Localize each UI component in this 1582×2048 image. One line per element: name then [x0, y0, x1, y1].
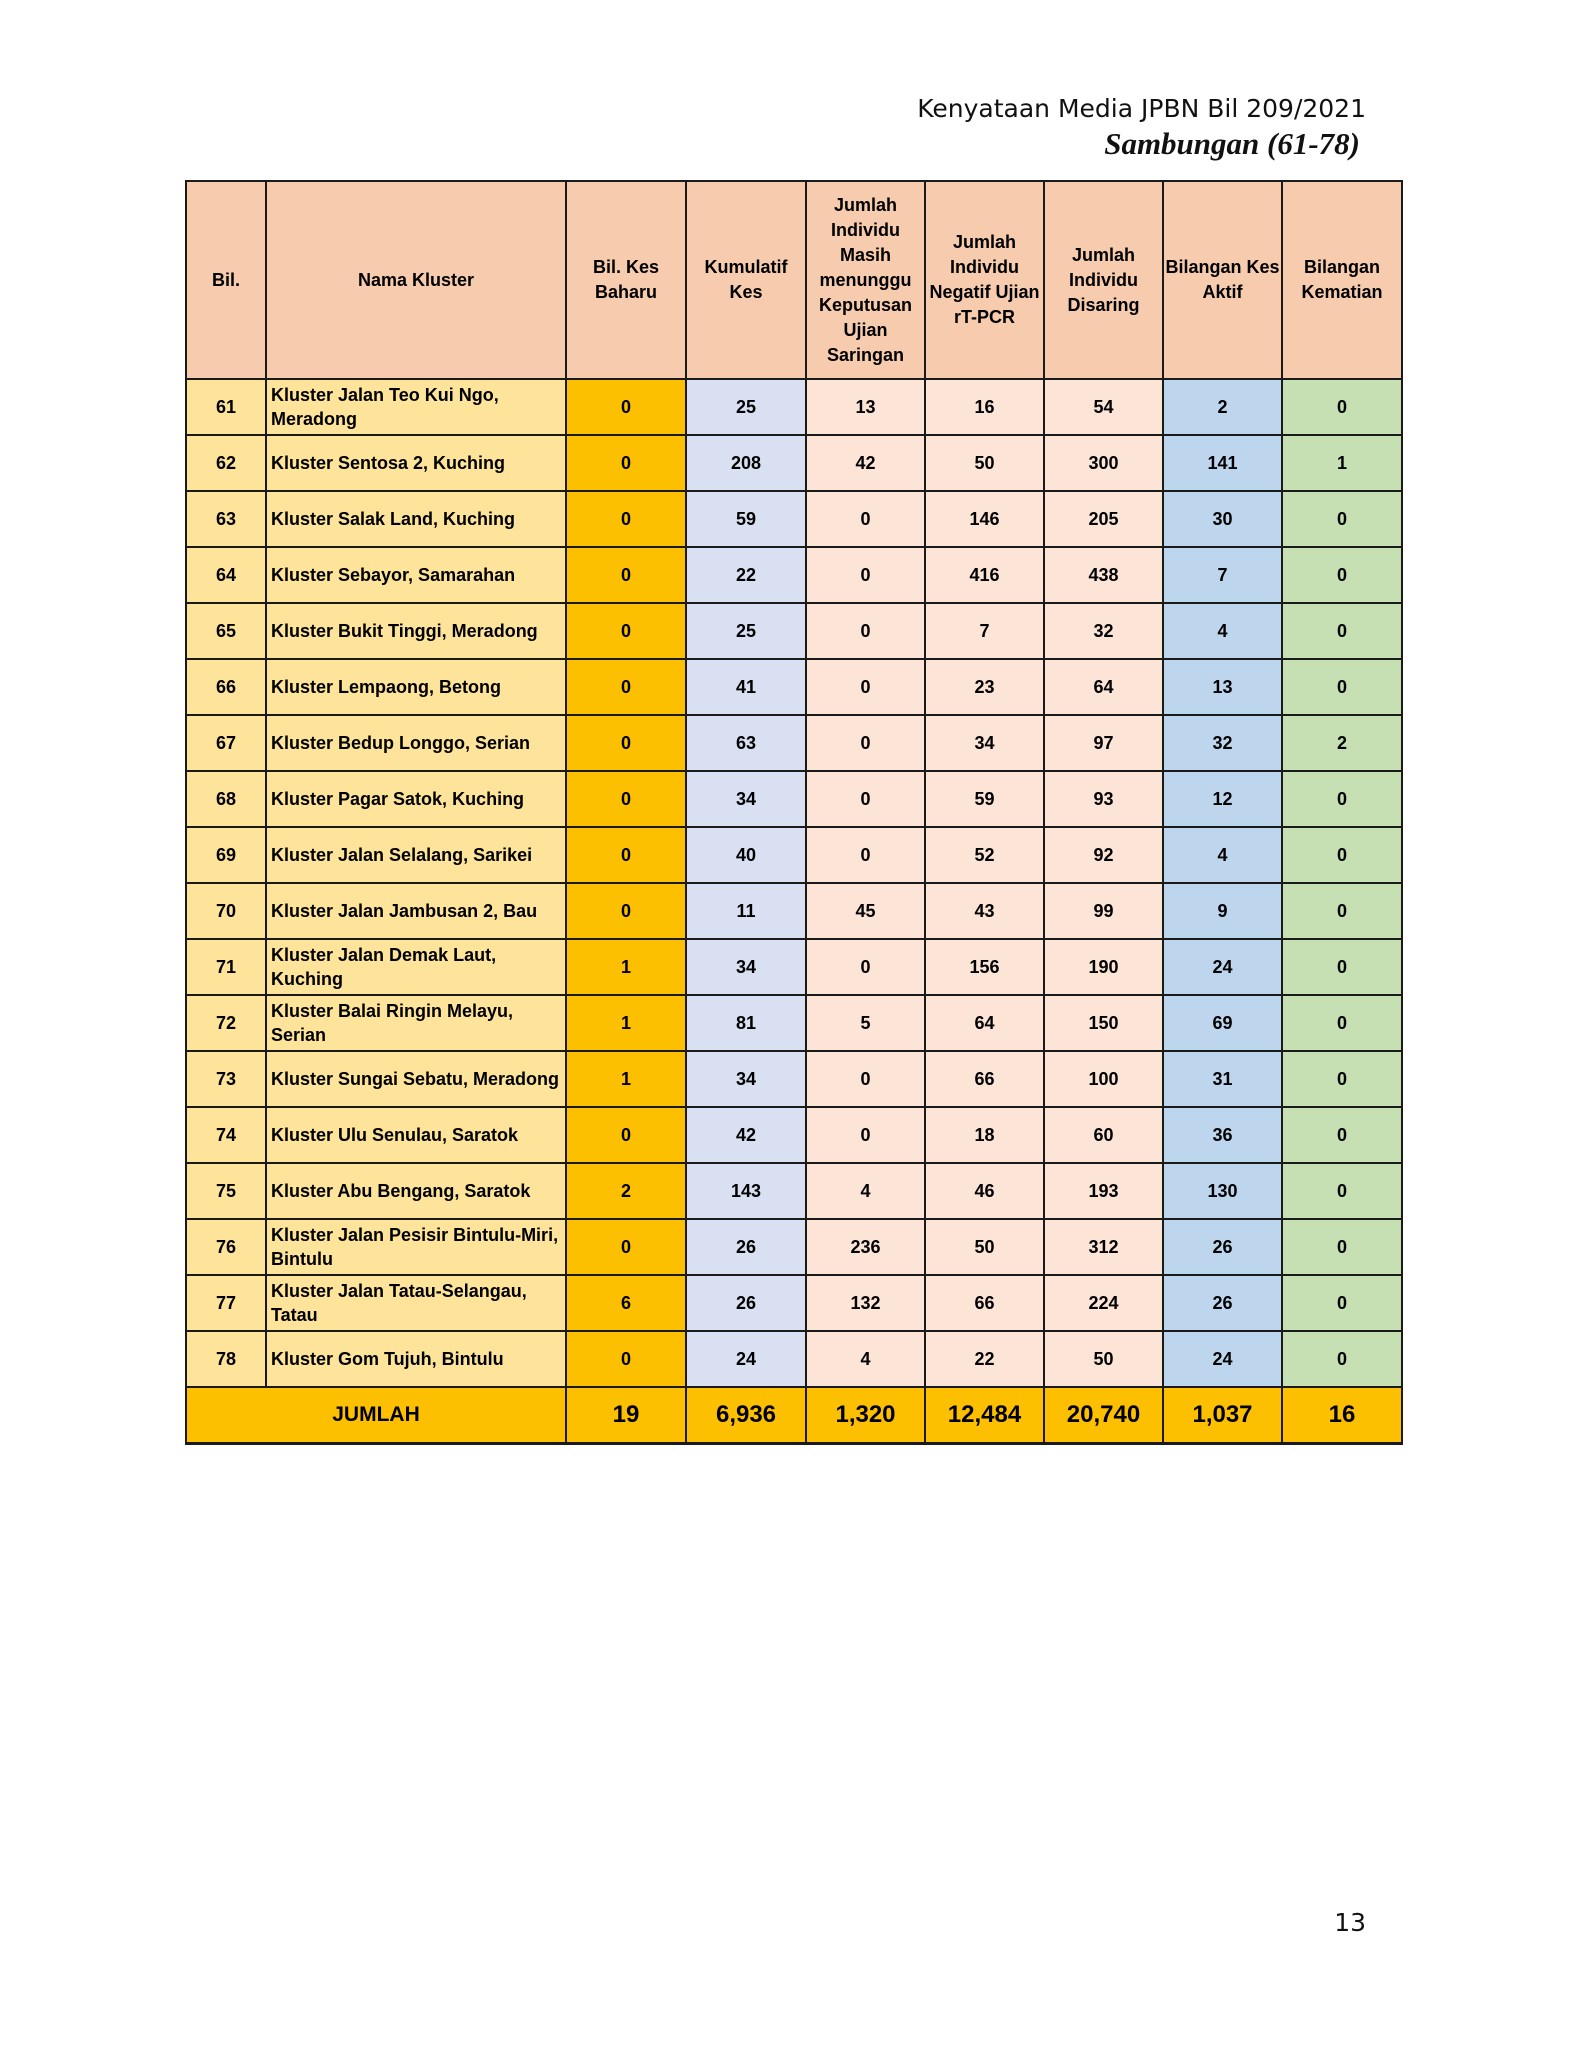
cell-bil: 62	[186, 435, 266, 491]
total-baharu: 19	[566, 1387, 686, 1444]
cell-bil-kes-baharu: 0	[566, 491, 686, 547]
total-kumulatif: 6,936	[686, 1387, 806, 1444]
col-header-masih-menunggu: Jumlah Individu Masih menunggu Keputusan Ujian Saringan	[806, 181, 925, 379]
cell-masih-menunggu: 236	[806, 1219, 925, 1275]
cell-negatif-ujian: 64	[925, 995, 1044, 1051]
cell-bil: 64	[186, 547, 266, 603]
cell-kes-aktif: 36	[1163, 1107, 1282, 1163]
cell-kes-aktif: 4	[1163, 603, 1282, 659]
table-row	[186, 379, 1402, 435]
cell-masih-menunggu: 0	[806, 659, 925, 715]
cell-negatif-ujian: 46	[925, 1163, 1044, 1219]
cell-bil-kes-baharu: 0	[566, 1107, 686, 1163]
cluster-table	[185, 180, 1403, 1445]
table-row	[186, 995, 1402, 1051]
cell-bil: 75	[186, 1163, 266, 1219]
cell-kematian: 0	[1282, 995, 1402, 1051]
table-row	[186, 1051, 1402, 1107]
table-row	[186, 1163, 1402, 1219]
cell-disaring: 64	[1044, 659, 1163, 715]
cell-negatif-ujian: 18	[925, 1107, 1044, 1163]
cell-bil-kes-baharu: 0	[566, 715, 686, 771]
cell-kumulatif-kes: 40	[686, 827, 806, 883]
cell-bil-kes-baharu: 1	[566, 1051, 686, 1107]
cell-nama-kluster: Kluster Bukit Tinggi, Meradong	[266, 603, 566, 659]
col-header-kematian: Bilangan Kematian	[1282, 181, 1402, 379]
cell-disaring: 150	[1044, 995, 1163, 1051]
table-row	[186, 1219, 1402, 1275]
col-header-nama-kluster: Nama Kluster	[266, 181, 566, 379]
table-row	[186, 771, 1402, 827]
cell-kes-aktif: 24	[1163, 939, 1282, 995]
cell-kumulatif-kes: 26	[686, 1219, 806, 1275]
cell-bil-kes-baharu: 1	[566, 995, 686, 1051]
cell-bil-kes-baharu: 0	[566, 379, 686, 435]
table-row	[186, 659, 1402, 715]
cell-negatif-ujian: 416	[925, 547, 1044, 603]
cell-negatif-ujian: 146	[925, 491, 1044, 547]
cell-kumulatif-kes: 25	[686, 379, 806, 435]
cell-negatif-ujian: 34	[925, 715, 1044, 771]
cell-masih-menunggu: 4	[806, 1331, 925, 1387]
cell-masih-menunggu: 0	[806, 491, 925, 547]
cell-kematian: 0	[1282, 827, 1402, 883]
cell-kes-aktif: 130	[1163, 1163, 1282, 1219]
cell-bil: 63	[186, 491, 266, 547]
cell-negatif-ujian: 50	[925, 1219, 1044, 1275]
col-header-kes-aktif: Bilangan Kes Aktif	[1163, 181, 1282, 379]
cell-bil: 71	[186, 939, 266, 995]
cell-negatif-ujian: 66	[925, 1275, 1044, 1331]
cell-masih-menunggu: 0	[806, 547, 925, 603]
cell-kumulatif-kes: 11	[686, 883, 806, 939]
cell-negatif-ujian: 52	[925, 827, 1044, 883]
cell-bil-kes-baharu: 0	[566, 883, 686, 939]
cell-kematian: 0	[1282, 603, 1402, 659]
table-row	[186, 491, 1402, 547]
cell-disaring: 312	[1044, 1219, 1163, 1275]
cell-bil-kes-baharu: 1	[566, 939, 686, 995]
cell-bil-kes-baharu: 0	[566, 827, 686, 883]
cell-kumulatif-kes: 59	[686, 491, 806, 547]
total-disaring: 20,740	[1044, 1387, 1163, 1444]
total-aktif: 1,037	[1163, 1387, 1282, 1444]
total-row	[186, 1387, 1402, 1444]
cell-nama-kluster: Kluster Lempaong, Betong	[266, 659, 566, 715]
cell-negatif-ujian: 7	[925, 603, 1044, 659]
cell-kumulatif-kes: 22	[686, 547, 806, 603]
cell-kematian: 0	[1282, 379, 1402, 435]
col-header-negatif-ujian: Jumlah Individu Negatif Ujian rT-PCR	[925, 181, 1044, 379]
cell-disaring: 97	[1044, 715, 1163, 771]
cell-bil: 73	[186, 1051, 266, 1107]
cell-negatif-ujian: 50	[925, 435, 1044, 491]
cell-bil: 68	[186, 771, 266, 827]
cell-kes-aktif: 30	[1163, 491, 1282, 547]
cell-kumulatif-kes: 25	[686, 603, 806, 659]
cell-kumulatif-kes: 143	[686, 1163, 806, 1219]
cell-bil-kes-baharu: 0	[566, 771, 686, 827]
cell-bil: 76	[186, 1219, 266, 1275]
page-number: 13	[1334, 1908, 1366, 1937]
cell-kematian: 0	[1282, 1331, 1402, 1387]
cell-kes-aktif: 31	[1163, 1051, 1282, 1107]
cell-kematian: 1	[1282, 435, 1402, 491]
cell-kes-aktif: 12	[1163, 771, 1282, 827]
table-row	[186, 1107, 1402, 1163]
cell-masih-menunggu: 45	[806, 883, 925, 939]
cell-kumulatif-kes: 208	[686, 435, 806, 491]
cell-bil-kes-baharu: 0	[566, 1331, 686, 1387]
cell-nama-kluster: Kluster Sungai Sebatu, Meradong	[266, 1051, 566, 1107]
cell-negatif-ujian: 23	[925, 659, 1044, 715]
cell-nama-kluster: Kluster Jalan Jambusan 2, Bau	[266, 883, 566, 939]
cell-kes-aktif: 141	[1163, 435, 1282, 491]
cell-kematian: 0	[1282, 883, 1402, 939]
cell-disaring: 93	[1044, 771, 1163, 827]
cell-kumulatif-kes: 63	[686, 715, 806, 771]
cell-masih-menunggu: 5	[806, 995, 925, 1051]
cell-bil-kes-baharu: 2	[566, 1163, 686, 1219]
total-menunggu: 1,320	[806, 1387, 925, 1444]
cell-bil: 61	[186, 379, 266, 435]
cell-bil-kes-baharu: 0	[566, 547, 686, 603]
table-row	[186, 1331, 1402, 1387]
cell-masih-menunggu: 0	[806, 715, 925, 771]
statement-title: Kenyataan Media JPBN Bil 209/2021	[917, 94, 1366, 123]
cell-bil: 67	[186, 715, 266, 771]
cell-bil-kes-baharu: 6	[566, 1275, 686, 1331]
cell-bil-kes-baharu: 0	[566, 603, 686, 659]
cell-kes-aktif: 9	[1163, 883, 1282, 939]
col-header-bil: Bil.	[186, 181, 266, 379]
cell-disaring: 50	[1044, 1331, 1163, 1387]
cell-kematian: 0	[1282, 939, 1402, 995]
cell-kematian: 0	[1282, 1275, 1402, 1331]
cell-disaring: 92	[1044, 827, 1163, 883]
cell-kematian: 0	[1282, 771, 1402, 827]
cell-bil: 65	[186, 603, 266, 659]
cell-disaring: 205	[1044, 491, 1163, 547]
cell-bil: 70	[186, 883, 266, 939]
cell-kumulatif-kes: 34	[686, 939, 806, 995]
cell-kumulatif-kes: 26	[686, 1275, 806, 1331]
cell-bil: 78	[186, 1331, 266, 1387]
cell-nama-kluster: Kluster Pagar Satok, Kuching	[266, 771, 566, 827]
cell-nama-kluster: Kluster Salak Land, Kuching	[266, 491, 566, 547]
total-label: JUMLAH	[186, 1387, 566, 1444]
cell-masih-menunggu: 132	[806, 1275, 925, 1331]
cell-disaring: 193	[1044, 1163, 1163, 1219]
cell-disaring: 300	[1044, 435, 1163, 491]
cell-nama-kluster: Kluster Jalan Tatau-Selangau, Tatau	[266, 1275, 566, 1331]
cell-kumulatif-kes: 34	[686, 771, 806, 827]
cell-disaring: 60	[1044, 1107, 1163, 1163]
table-row	[186, 715, 1402, 771]
cell-kes-aktif: 24	[1163, 1331, 1282, 1387]
cell-nama-kluster: Kluster Ulu Senulau, Saratok	[266, 1107, 566, 1163]
cell-negatif-ujian: 22	[925, 1331, 1044, 1387]
cell-kematian: 0	[1282, 1163, 1402, 1219]
total-negatif: 12,484	[925, 1387, 1044, 1444]
table-row	[186, 939, 1402, 995]
cell-kumulatif-kes: 24	[686, 1331, 806, 1387]
cell-disaring: 224	[1044, 1275, 1163, 1331]
cell-kematian: 2	[1282, 715, 1402, 771]
cell-kes-aktif: 69	[1163, 995, 1282, 1051]
cell-kumulatif-kes: 41	[686, 659, 806, 715]
cell-masih-menunggu: 0	[806, 1051, 925, 1107]
cell-disaring: 438	[1044, 547, 1163, 603]
cell-kumulatif-kes: 81	[686, 995, 806, 1051]
cell-masih-menunggu: 0	[806, 603, 925, 659]
cell-nama-kluster: Kluster Balai Ringin Melayu, Serian	[266, 995, 566, 1051]
cell-disaring: 54	[1044, 379, 1163, 435]
table-header-row	[186, 181, 1402, 379]
continuation-subtitle: Sambungan (61-78)	[1104, 126, 1360, 161]
col-header-disaring: Jumlah Individu Disaring	[1044, 181, 1163, 379]
cell-bil-kes-baharu: 0	[566, 435, 686, 491]
total-kematian: 16	[1282, 1387, 1402, 1444]
table-row	[186, 435, 1402, 491]
cell-kumulatif-kes: 42	[686, 1107, 806, 1163]
cell-bil-kes-baharu: 0	[566, 659, 686, 715]
cell-kes-aktif: 13	[1163, 659, 1282, 715]
cell-nama-kluster: Kluster Jalan Demak Laut, Kuching	[266, 939, 566, 995]
cell-masih-menunggu: 0	[806, 939, 925, 995]
cell-nama-kluster: Kluster Jalan Pesisir Bintulu-Miri, Bintulu	[266, 1219, 566, 1275]
table-row	[186, 883, 1402, 939]
cell-masih-menunggu: 42	[806, 435, 925, 491]
cell-disaring: 99	[1044, 883, 1163, 939]
cell-nama-kluster: Kluster Abu Bengang, Saratok	[266, 1163, 566, 1219]
cell-bil: 69	[186, 827, 266, 883]
cell-negatif-ujian: 66	[925, 1051, 1044, 1107]
table-row	[186, 603, 1402, 659]
cell-kematian: 0	[1282, 547, 1402, 603]
cell-kematian: 0	[1282, 659, 1402, 715]
col-header-bil-kes-baharu: Bil. Kes Baharu	[566, 181, 686, 379]
col-header-kumulatif-kes: Kumulatif Kes	[686, 181, 806, 379]
cell-masih-menunggu: 0	[806, 1107, 925, 1163]
cell-kes-aktif: 2	[1163, 379, 1282, 435]
cell-nama-kluster: Kluster Sebayor, Samarahan	[266, 547, 566, 603]
cell-masih-menunggu: 4	[806, 1163, 925, 1219]
cell-nama-kluster: Kluster Gom Tujuh, Bintulu	[266, 1331, 566, 1387]
cell-nama-kluster: Kluster Bedup Longgo, Serian	[266, 715, 566, 771]
cell-negatif-ujian: 156	[925, 939, 1044, 995]
table-row	[186, 827, 1402, 883]
cell-kes-aktif: 26	[1163, 1275, 1282, 1331]
cell-nama-kluster: Kluster Sentosa 2, Kuching	[266, 435, 566, 491]
cell-disaring: 100	[1044, 1051, 1163, 1107]
cell-bil: 77	[186, 1275, 266, 1331]
cell-kematian: 0	[1282, 1107, 1402, 1163]
cell-masih-menunggu: 0	[806, 827, 925, 883]
cell-kes-aktif: 32	[1163, 715, 1282, 771]
cell-negatif-ujian: 43	[925, 883, 1044, 939]
cell-kematian: 0	[1282, 1051, 1402, 1107]
cell-nama-kluster: Kluster Jalan Selalang, Sarikei	[266, 827, 566, 883]
cell-negatif-ujian: 16	[925, 379, 1044, 435]
table-row	[186, 547, 1402, 603]
cell-bil: 72	[186, 995, 266, 1051]
cell-bil-kes-baharu: 0	[566, 1219, 686, 1275]
cell-bil: 66	[186, 659, 266, 715]
cell-masih-menunggu: 13	[806, 379, 925, 435]
cell-masih-menunggu: 0	[806, 771, 925, 827]
table-row	[186, 1275, 1402, 1331]
table-body	[186, 379, 1402, 1387]
cell-kes-aktif: 26	[1163, 1219, 1282, 1275]
cell-nama-kluster: Kluster Jalan Teo Kui Ngo, Meradong	[266, 379, 566, 435]
cell-kes-aktif: 7	[1163, 547, 1282, 603]
cell-kematian: 0	[1282, 1219, 1402, 1275]
cell-disaring: 190	[1044, 939, 1163, 995]
cell-disaring: 32	[1044, 603, 1163, 659]
cell-kematian: 0	[1282, 491, 1402, 547]
cell-bil: 74	[186, 1107, 266, 1163]
cell-kumulatif-kes: 34	[686, 1051, 806, 1107]
cell-kes-aktif: 4	[1163, 827, 1282, 883]
cell-negatif-ujian: 59	[925, 771, 1044, 827]
